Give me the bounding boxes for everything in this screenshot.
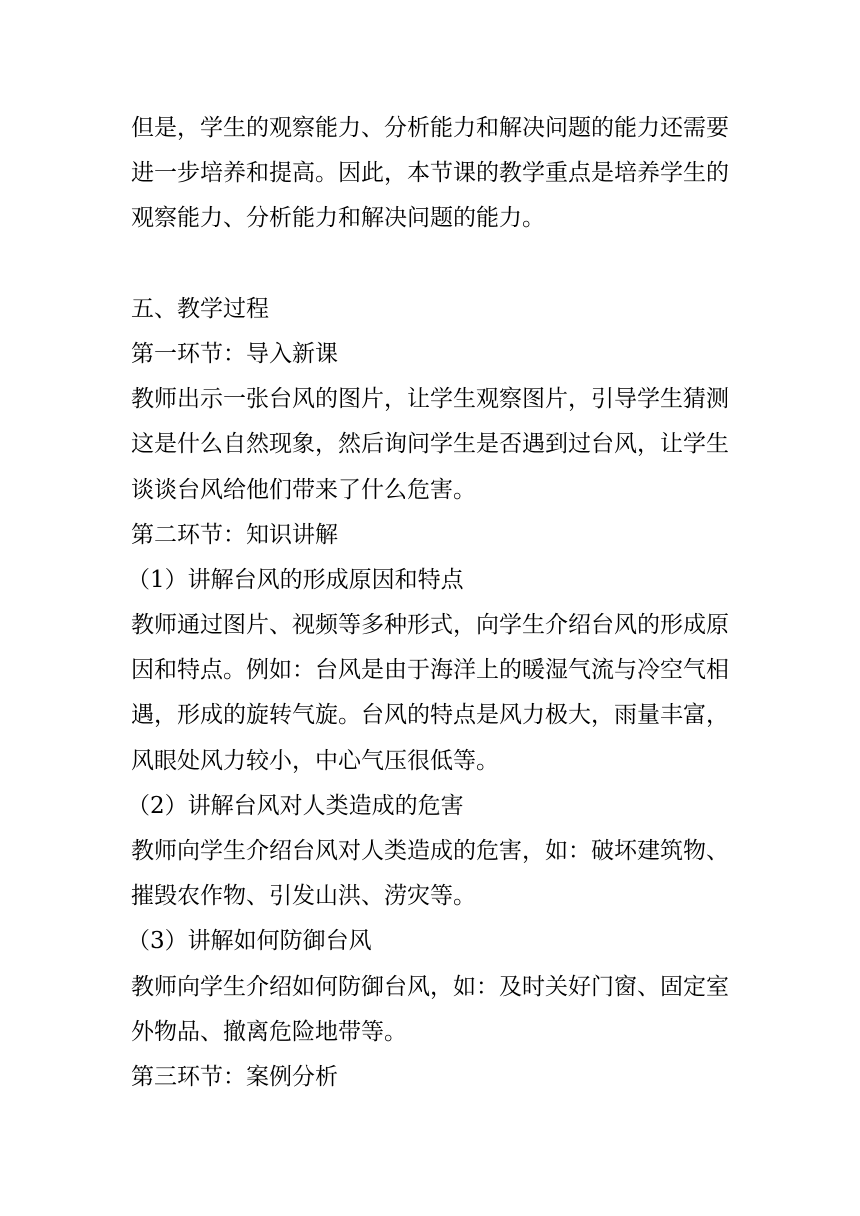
paragraph-line: 因和特点。例如：台风是由于海洋上的暖湿气流与冷空气相	[131, 657, 729, 684]
step1-heading: 第一环节：导入新课	[131, 340, 338, 367]
paragraph-line: 教师出示一张台风的图片，让学生观察图片，引导学生猜测	[131, 386, 729, 413]
document-page	[127, 106, 731, 1100]
step3-heading: 第三环节：案例分析	[131, 1063, 338, 1090]
step2-heading: 第二环节：知识讲解	[131, 521, 338, 548]
paragraph-line: 教师向学生介绍台风对人类造成的危害，如：破坏建筑物、	[131, 838, 729, 864]
paragraph-line: 观察能力、分析能力和解决问题的能力。	[131, 205, 545, 232]
paragraph-line: 谈谈台风给他们带来了什么危害。	[131, 476, 476, 503]
section-heading: 五、教学过程	[131, 295, 269, 322]
subsection-heading: （2）讲解台风对人类造成的危害	[127, 792, 464, 819]
paragraph-line: 但是，学生的观察能力、分析能力和解决问题的能力还需要	[131, 115, 729, 141]
paragraph-line: 教师通过图片、视频等多种形式，向学生介绍台风的形成原	[131, 612, 729, 639]
subsection-heading: （3）讲解如何防御台风	[127, 928, 372, 955]
blank-line	[131, 242, 731, 287]
paragraph-line: 教师向学生介绍如何防御台风，如：及时关好门窗、固定室	[131, 973, 729, 1000]
paragraph-line: 风眼处风力较小，中心气压很低等。	[131, 747, 499, 774]
paragraph-line: 外物品、撤离危险地带等。	[131, 1018, 407, 1045]
paragraph-line: 摧毁农作物、引发山洪、涝灾等。	[131, 883, 476, 910]
paragraph-line: 这是什么自然现象，然后询问学生是否遇到过台风，让学生	[131, 431, 729, 458]
subsection-heading: （1）讲解台风的形成原因和特点	[127, 566, 464, 593]
paragraph-line: 遇，形成的旋转气旋。台风的特点是风力极大，雨量丰富，	[131, 702, 729, 729]
paragraph-line: 进一步培养和提高。因此，本节课的教学重点是培养学生的	[131, 160, 729, 187]
